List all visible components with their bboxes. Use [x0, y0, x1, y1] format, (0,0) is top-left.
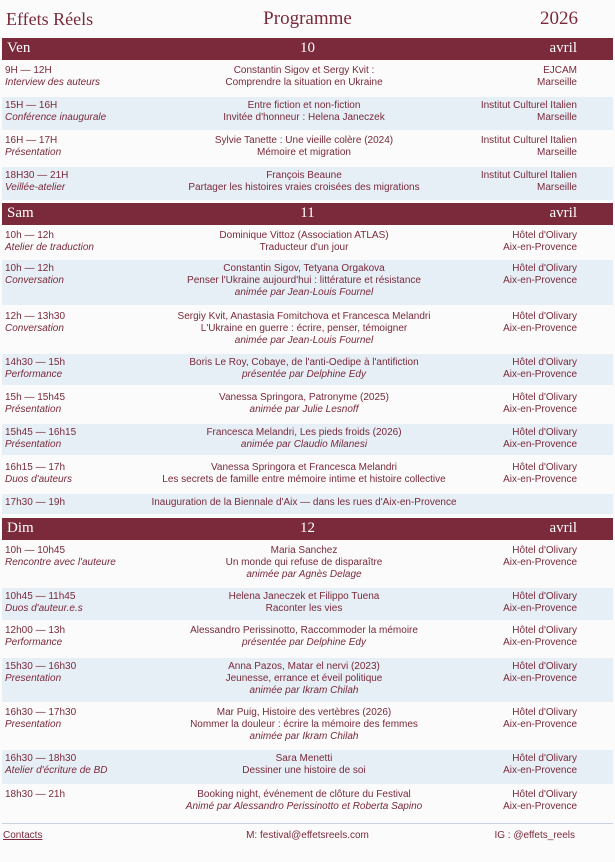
day-date: 11: [300, 205, 315, 221]
event-line: Mar Puig, Histoire des vertèbres (2026): [216, 707, 392, 718]
event-line: animée par Jean-Louis Fournel: [234, 335, 374, 346]
event-line: Anna Pazos, Matar el nervi (2023): [228, 661, 380, 672]
event-description: [114, 497, 494, 509]
event-line: François Beaune: [266, 170, 342, 181]
event-venue: [427, 263, 577, 287]
event-row: [2, 750, 613, 784]
event-row: [2, 658, 613, 702]
venue-line: Aix-en-Provence: [503, 603, 577, 614]
event-type: Rencontre avec l'auteure: [5, 557, 116, 568]
event-time: 15H — 16H: [5, 100, 58, 111]
event-time: 12h — 13h30: [5, 311, 66, 322]
event-line: Constantin Sigov et Sergy Kvit :: [233, 65, 375, 76]
event-line: animée par Ikram Chilah: [249, 685, 359, 696]
page-title: Programme: [263, 8, 352, 29]
venue-line: Aix-en-Provence: [503, 323, 577, 334]
event-row: [2, 132, 613, 165]
venue-line: Hôtel d'Olivary: [512, 661, 577, 672]
event-line: Helena Janeczek et Filippo Tuena: [228, 591, 380, 602]
event-time: 16h30 — 17h30: [5, 707, 77, 718]
event-row: [2, 588, 613, 620]
venue-line: Institut Culturel Italien: [480, 135, 577, 146]
day-date: 12: [300, 520, 315, 536]
event-line: animée par Jean-Louis Fournel: [234, 287, 374, 298]
event-type: Conférence inaugurale: [5, 112, 107, 123]
event-line: Dominique Vittoz (Association ATLAS): [219, 230, 389, 241]
day-header-ven: [2, 38, 613, 60]
event-line: Constantin Sigov, Tetyana Orgakova: [223, 263, 385, 274]
event-venue: [427, 625, 577, 649]
event-line: Sylvie Tanette : Une vieille colère (2024): [214, 135, 394, 146]
event-line: Vanessa Springora, Patronyme (2025): [219, 392, 389, 403]
event-time: 15h — 15h45: [5, 392, 66, 403]
venue-line: Aix-en-Provence: [503, 719, 577, 730]
event-venue: [427, 591, 577, 615]
venue-line: Hôtel d'Olivary: [512, 462, 577, 473]
event-time: 18H30 — 21H: [5, 170, 69, 181]
venue-line: Aix-en-Provence: [503, 369, 577, 380]
event-line: Comprendre la situation en Ukraine: [225, 77, 383, 88]
day-month: avril: [549, 40, 577, 56]
event-line: Sara Menetti: [275, 753, 333, 764]
brand-name: Effets Réels: [6, 9, 94, 29]
event-venue: [427, 65, 577, 89]
event-row: [2, 260, 613, 305]
instagram-contact[interactable]: IG : @effets_reels: [494, 830, 575, 841]
event-type: Interview des auteurs: [5, 77, 101, 88]
event-line: Boris Le Roy, Cobaye, de l'anti-Oedipe à l'antifiction: [189, 357, 419, 368]
event-line: Maria Sanchez: [270, 545, 338, 556]
event-type: Atelier de traduction: [5, 242, 94, 253]
contacts-link[interactable]: Contacts: [3, 830, 43, 841]
event-venue: [427, 707, 577, 731]
event-line: Francesca Melandri, Les pieds froids (2026): [206, 427, 402, 438]
venue-line: Marseille: [536, 112, 577, 123]
venue-line: Aix-en-Provence: [503, 801, 577, 812]
venue-line: Aix-en-Provence: [503, 673, 577, 684]
event-type: Duos d'auteur.e.s: [5, 603, 83, 614]
event-line: Invitée d'honneur : Helena Janeczek: [223, 112, 385, 123]
venue-line: Hôtel d'Olivary: [512, 230, 577, 241]
event-type: Présentation: [5, 404, 62, 415]
venue-line: Aix-en-Provence: [503, 474, 577, 485]
event-row: [2, 389, 613, 420]
event-venue: [427, 135, 577, 159]
venue-line: Aix-en-Provence: [503, 404, 577, 415]
event-type: Atelier d'écriture de BD: [5, 765, 108, 776]
day-name: Ven: [7, 40, 31, 56]
event-line: animée par Agnès Delage: [246, 569, 362, 580]
venue-line: Aix-en-Provence: [503, 275, 577, 286]
event-row: [2, 542, 613, 586]
event-line: Partager les histoires vraies croisées des migrations: [188, 182, 420, 193]
event-row: [2, 227, 613, 258]
venue-line: EJCAM: [543, 65, 577, 76]
venue-line: Hôtel d'Olivary: [512, 357, 577, 368]
event-type: Duos d'auteurs: [5, 474, 72, 485]
event-line: animée par Claudio Milanesi: [240, 439, 368, 450]
event-row: [2, 354, 613, 385]
day-name: Sam: [7, 205, 34, 221]
event-row: [2, 622, 613, 654]
venue-line: Aix-en-Provence: [503, 765, 577, 776]
event-type: Performance: [5, 369, 63, 380]
event-venue: [427, 230, 577, 254]
event-venue: [427, 392, 577, 416]
event-venue: [427, 661, 577, 685]
venue-line: Hôtel d'Olivary: [512, 311, 577, 322]
event-line: Traducteur d'un jour: [259, 242, 349, 253]
venue-line: Marseille: [536, 147, 577, 158]
venue-line: Marseille: [536, 182, 577, 193]
event-row: [2, 167, 613, 200]
event-line: animée par Ikram Chilah: [249, 731, 359, 742]
event-type: Performance: [5, 637, 63, 648]
event-line: Penser l'Ukraine aujourd'hui : littérature et résistance: [187, 275, 421, 286]
event-venue: [427, 462, 577, 486]
venue-line: Marseille: [536, 77, 577, 88]
event-line: L'Ukraine en guerre : écrire, penser, témoigner: [200, 323, 408, 334]
event-time: 16H — 17H: [5, 135, 58, 146]
event-line: Dessiner une histoire de soi: [242, 765, 366, 776]
event-venue: [427, 100, 577, 124]
event-line: Mémoire et migration: [257, 147, 351, 158]
day-header-dim: [2, 518, 613, 540]
event-line: animée par Julie Lesnoff: [249, 404, 359, 415]
venue-line: Institut Culturel Italien: [480, 100, 577, 111]
event-row: [2, 494, 613, 514]
event-line: Sergiy Kvit, Anastasia Fomitchova et Francesca Melandri: [177, 311, 431, 322]
event-time: 16h30 — 18h30: [5, 753, 77, 764]
event-line: Raconter les vies: [265, 603, 343, 614]
event-line: Alessandro Perissinotto, Raccommoder la mémoire: [190, 625, 418, 636]
day-month: avril: [549, 205, 577, 221]
event-time: 15h30 — 16h30: [5, 661, 77, 672]
event-type: Presentation: [5, 673, 62, 684]
event-time: 10h45 — 11h45: [5, 591, 76, 602]
venue-line: Hôtel d'Olivary: [512, 263, 577, 274]
venue-line: Hôtel d'Olivary: [512, 591, 577, 602]
venue-line: Hôtel d'Olivary: [512, 707, 577, 718]
venue-line: Aix-en-Provence: [503, 557, 577, 568]
event-line: présentée par Delphine Edy: [242, 637, 366, 648]
event-row: [2, 786, 613, 820]
event-line: Inauguration de la Biennale d'Aix — dans les rues d'Aix-en-Provence: [151, 497, 457, 508]
event-line: Entre fiction et non-fiction: [247, 100, 361, 111]
event-line: Nommer la douleur : écrire la mémoire des femmes: [190, 719, 418, 730]
page-header: [0, 0, 615, 38]
event-time: 14h30 — 15h: [5, 357, 66, 368]
event-venue: [427, 753, 577, 777]
event-venue: [427, 789, 577, 813]
event-row: [2, 97, 613, 130]
event-time: 17h30 — 19h: [5, 497, 66, 508]
event-time: 15h45 — 16h15: [5, 427, 77, 438]
event-venue: [427, 427, 577, 451]
event-line: Un monde qui refuse de disparaître: [225, 557, 383, 568]
footer-divider: [2, 823, 613, 824]
event-time: 10h — 12h: [5, 230, 54, 241]
event-venue: [427, 170, 577, 194]
email-contact[interactable]: M: festival@effetsreels.com: [246, 830, 369, 841]
day-month: avril: [549, 520, 577, 536]
event-line: Vanessa Springora et Francesca Melandri: [210, 462, 398, 473]
venue-line: Hôtel d'Olivary: [512, 789, 577, 800]
event-type: Présentation: [5, 439, 62, 450]
event-row: [2, 424, 613, 455]
event-type: Présentation: [5, 147, 62, 158]
day-header-sam: [2, 203, 613, 225]
event-time: 10h — 12h: [5, 263, 54, 274]
event-type: Veillée-atelier: [5, 182, 66, 193]
day-date: 10: [300, 40, 315, 56]
event-time: 12h00 — 13h: [5, 625, 66, 636]
event-time: 9H — 12H: [5, 65, 52, 76]
event-venue: [427, 545, 577, 569]
event-time: 16h15 — 17h: [5, 462, 66, 473]
event-line: Jeunesse, errance et éveil politique: [225, 673, 383, 684]
year: 2026: [540, 8, 578, 29]
event-type: Presentation: [5, 719, 62, 730]
event-line: présentée par Delphine Edy: [242, 369, 366, 380]
venue-line: Institut Culturel Italien: [480, 170, 577, 181]
event-line: Les secrets de famille entre mémoire intime et histoire collective: [162, 474, 446, 485]
event-time: 18h30 — 21h: [5, 789, 66, 800]
event-venue: [427, 311, 577, 335]
event-row: [2, 459, 613, 490]
venue-line: Aix-en-Provence: [503, 637, 577, 648]
venue-line: Aix-en-Provence: [503, 242, 577, 253]
event-type: Conversation: [5, 323, 64, 334]
venue-line: Hôtel d'Olivary: [512, 392, 577, 403]
venue-line: Hôtel d'Olivary: [512, 545, 577, 556]
venue-line: Hôtel d'Olivary: [512, 753, 577, 764]
venue-line: Aix-en-Provence: [503, 439, 577, 450]
event-time: 10h — 10h45: [5, 545, 66, 556]
event-type: Conversation: [5, 275, 64, 286]
venue-line: Hôtel d'Olivary: [512, 427, 577, 438]
venue-line: Hôtel d'Olivary: [512, 625, 577, 636]
event-row: [2, 704, 613, 748]
event-line: Booking night, événement de clôture du Festival: [197, 789, 411, 800]
event-venue: [427, 357, 577, 381]
event-row: [2, 62, 613, 87]
day-name: Dim: [7, 520, 34, 536]
event-row: [2, 308, 613, 353]
event-line: Animé par Alessandro Perissinotto et Roberta Sapino: [185, 801, 423, 812]
